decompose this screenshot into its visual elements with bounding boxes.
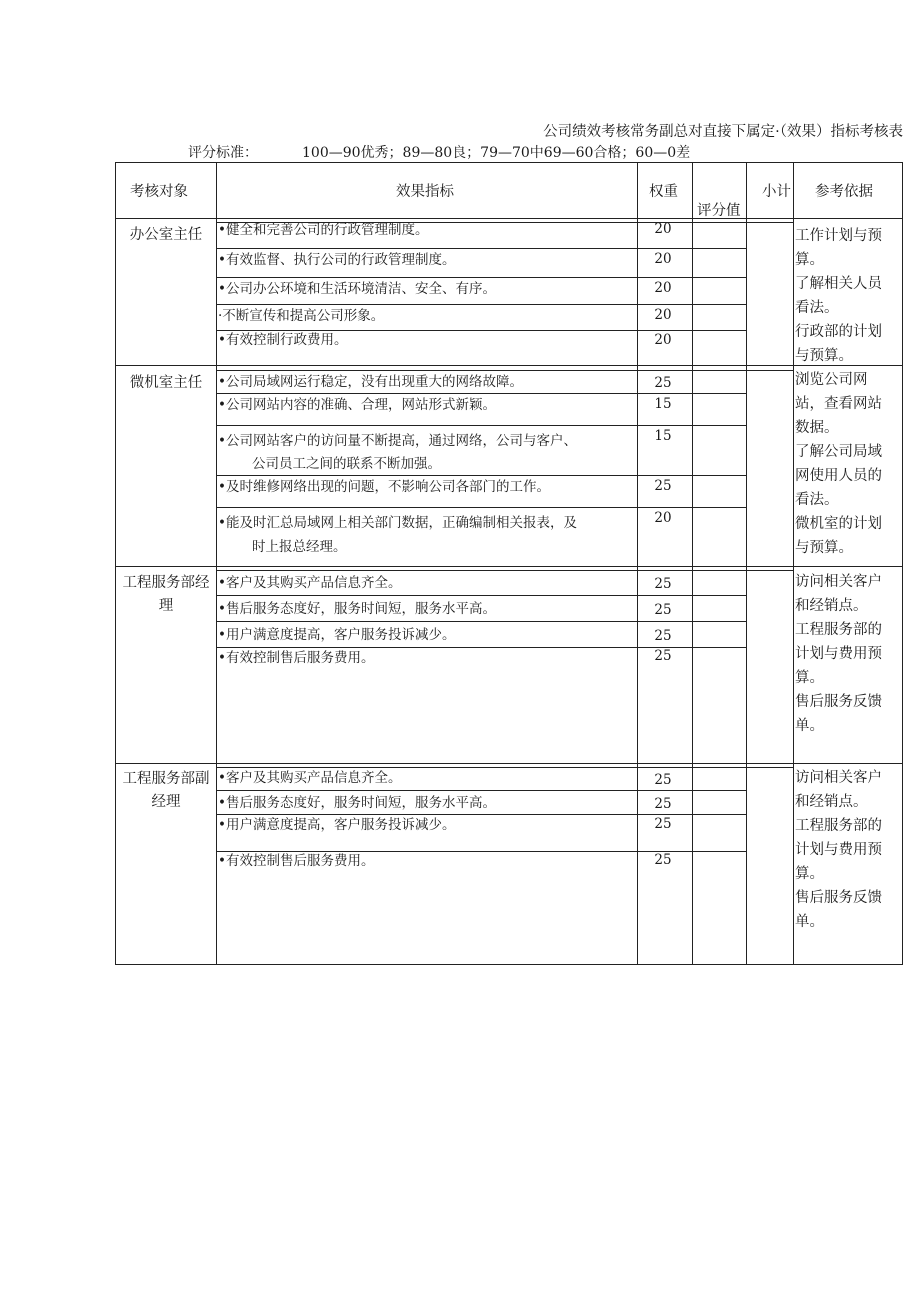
indicator-text: •公司办公环境和生活环境清洁、安全、有序。 — [218, 281, 496, 297]
basis-line: 算。 — [795, 670, 824, 686]
indicator-text: •健全和完善公司的行政管理制度。 — [218, 222, 429, 238]
basis-line: 单。 — [795, 914, 824, 930]
basis-line: 了解公司局域 — [795, 444, 882, 460]
row-divider — [216, 570, 746, 571]
indicator-weight: 25 — [654, 796, 672, 812]
basis-line: 站，查看网站 — [795, 396, 882, 412]
basis-line: 访问相关客户 — [795, 574, 882, 590]
assessee-engineering-service-deputy-manager: 工程服务部副经理 — [122, 771, 210, 810]
header-score: 评分值 — [697, 203, 741, 219]
basis-line: 算。 — [795, 866, 824, 882]
indicator-text: •公司网站客户的访问量不断提高，通过网络，公司与客户、 — [218, 433, 577, 449]
indicator-weight: 15 — [654, 428, 672, 444]
indicator-weight: 20 — [654, 280, 672, 296]
basis-line: 计划与费用预 — [795, 842, 882, 858]
basis-engineering-service-deputy-manager — [795, 766, 899, 934]
indicator-text: •有效控制行政费用。 — [218, 332, 348, 348]
subtotal-box-line — [746, 222, 793, 223]
basis-line: 计划与费用预 — [795, 646, 882, 662]
indicator-text-continued: 时上报总经理。 — [252, 539, 347, 555]
assessee-engineering-service-manager: 工程服务部经理 — [122, 575, 210, 614]
assessee-computer-room-director: 微机室主任 — [129, 375, 203, 391]
indicator-text: •有效控制售后服务费用。 — [218, 650, 375, 666]
indicator-weight: 25 — [654, 628, 672, 644]
indicator-weight: 20 — [654, 510, 672, 526]
subtotal-box-line — [746, 370, 793, 371]
indicator-text: •客户及其购买产品信息齐全。 — [218, 770, 402, 786]
section-divider — [115, 566, 903, 567]
basis-line: 行政部的计划 — [795, 324, 882, 340]
basis-line: 工程服务部的 — [795, 818, 882, 834]
assessee-office-director: 办公室主任 — [129, 227, 203, 243]
basis-line: 微机室的计划 — [795, 516, 882, 532]
basis-computer-room-director — [795, 368, 899, 560]
section-divider — [115, 365, 903, 366]
indicator-weight: 25 — [654, 852, 672, 868]
column-divider — [216, 162, 217, 965]
basis-line: 算。 — [795, 252, 824, 268]
indicator-text: •公司局域网运行稳定，没有出现重大的网络故障。 — [218, 374, 523, 390]
indicator-weight: 20 — [654, 251, 672, 267]
indicator-weight: 25 — [654, 576, 672, 592]
basis-line: 售后服务反馈 — [795, 694, 882, 710]
indicator-text: •能及时汇总局域网上相关部门数据，正确编制相关报表，及 — [218, 515, 577, 531]
subtotal-box-line — [746, 570, 793, 571]
indicator-text: •用户满意度提高，客户服务投诉减少。 — [218, 627, 456, 643]
scoring-criteria-value: 100—90优秀；89—80良；79—70中69—60合格；60—0差 — [302, 145, 691, 161]
row-divider — [216, 425, 746, 426]
row-divider — [216, 595, 746, 596]
row-divider — [216, 621, 746, 622]
subtotal-box-line — [746, 767, 793, 768]
basis-line: 了解相关人员 — [795, 276, 882, 292]
indicator-weight: 20 — [654, 332, 672, 348]
indicator-text: •公司网站内容的准确、合理，网站形式新颖。 — [218, 397, 496, 413]
basis-line: 与预算。 — [795, 540, 853, 556]
basis-line: 浏览公司网 — [795, 372, 868, 388]
row-divider — [216, 507, 746, 508]
indicator-text: •用户满意度提高，客户服务投诉减少。 — [218, 817, 456, 833]
header-object: 考核对象 — [130, 184, 188, 200]
indicator-text-continued: 公司员工之间的联系不断加强。 — [252, 456, 441, 472]
section-divider — [115, 763, 903, 764]
basis-line: 访问相关客户 — [795, 770, 882, 786]
indicator-weight: 15 — [654, 396, 672, 412]
column-divider — [793, 162, 794, 965]
basis-line: 和经销点。 — [795, 598, 868, 614]
basis-line: 和经销点。 — [795, 794, 868, 810]
column-divider — [746, 162, 747, 965]
header-subtotal: 小计 — [762, 184, 791, 200]
indicator-weight: 25 — [654, 772, 672, 788]
indicator-text: •有效监督、执行公司的行政管理制度。 — [218, 252, 456, 268]
indicator-weight: 25 — [654, 816, 672, 832]
indicator-text: •售后服务态度好，服务时间短，服务水平高。 — [218, 601, 496, 617]
indicator-text: •及时维修网络出现的问题，不影响公司各部门的工作。 — [218, 479, 550, 495]
indicator-weight: 25 — [654, 602, 672, 618]
indicator-text: •客户及其购买产品信息齐全。 — [218, 575, 402, 591]
indicator-text: ·不断宣传和提高公司形象。 — [218, 308, 385, 324]
basis-line: 单。 — [795, 718, 824, 734]
indicator-weight: 20 — [654, 221, 672, 237]
basis-line: 与预算。 — [795, 348, 853, 364]
basis-engineering-service-manager — [795, 570, 899, 738]
indicator-weight: 25 — [654, 375, 672, 391]
column-divider — [692, 162, 693, 965]
indicator-text: •有效控制售后服务费用。 — [218, 853, 375, 869]
basis-line: 工程服务部的 — [795, 622, 882, 638]
indicator-weight: 25 — [654, 478, 672, 494]
basis-line: 工作计划与预 — [795, 228, 882, 244]
header-basis: 参考依据 — [815, 184, 873, 200]
basis-line: 售后服务反馈 — [795, 890, 882, 906]
basis-line: 看法。 — [795, 300, 839, 316]
indicator-weight: 25 — [654, 648, 672, 664]
basis-office-director — [795, 224, 899, 368]
indicator-weight: 20 — [654, 307, 672, 323]
document-title: 公司绩效考核常务副总对直接下属定·（效果）指标考核表 — [543, 124, 903, 140]
header-indicator: 效果指标 — [396, 184, 454, 200]
indicator-text: •售后服务态度好，服务时间短，服务水平高。 — [218, 795, 496, 811]
row-divider — [216, 790, 746, 791]
header-weight: 权重 — [649, 184, 678, 200]
basis-line: 数据。 — [795, 420, 839, 436]
basis-line: 看法。 — [795, 492, 839, 508]
basis-line: 网使用人员的 — [795, 468, 882, 484]
scoring-criteria-label: 评分标准： — [188, 145, 258, 161]
